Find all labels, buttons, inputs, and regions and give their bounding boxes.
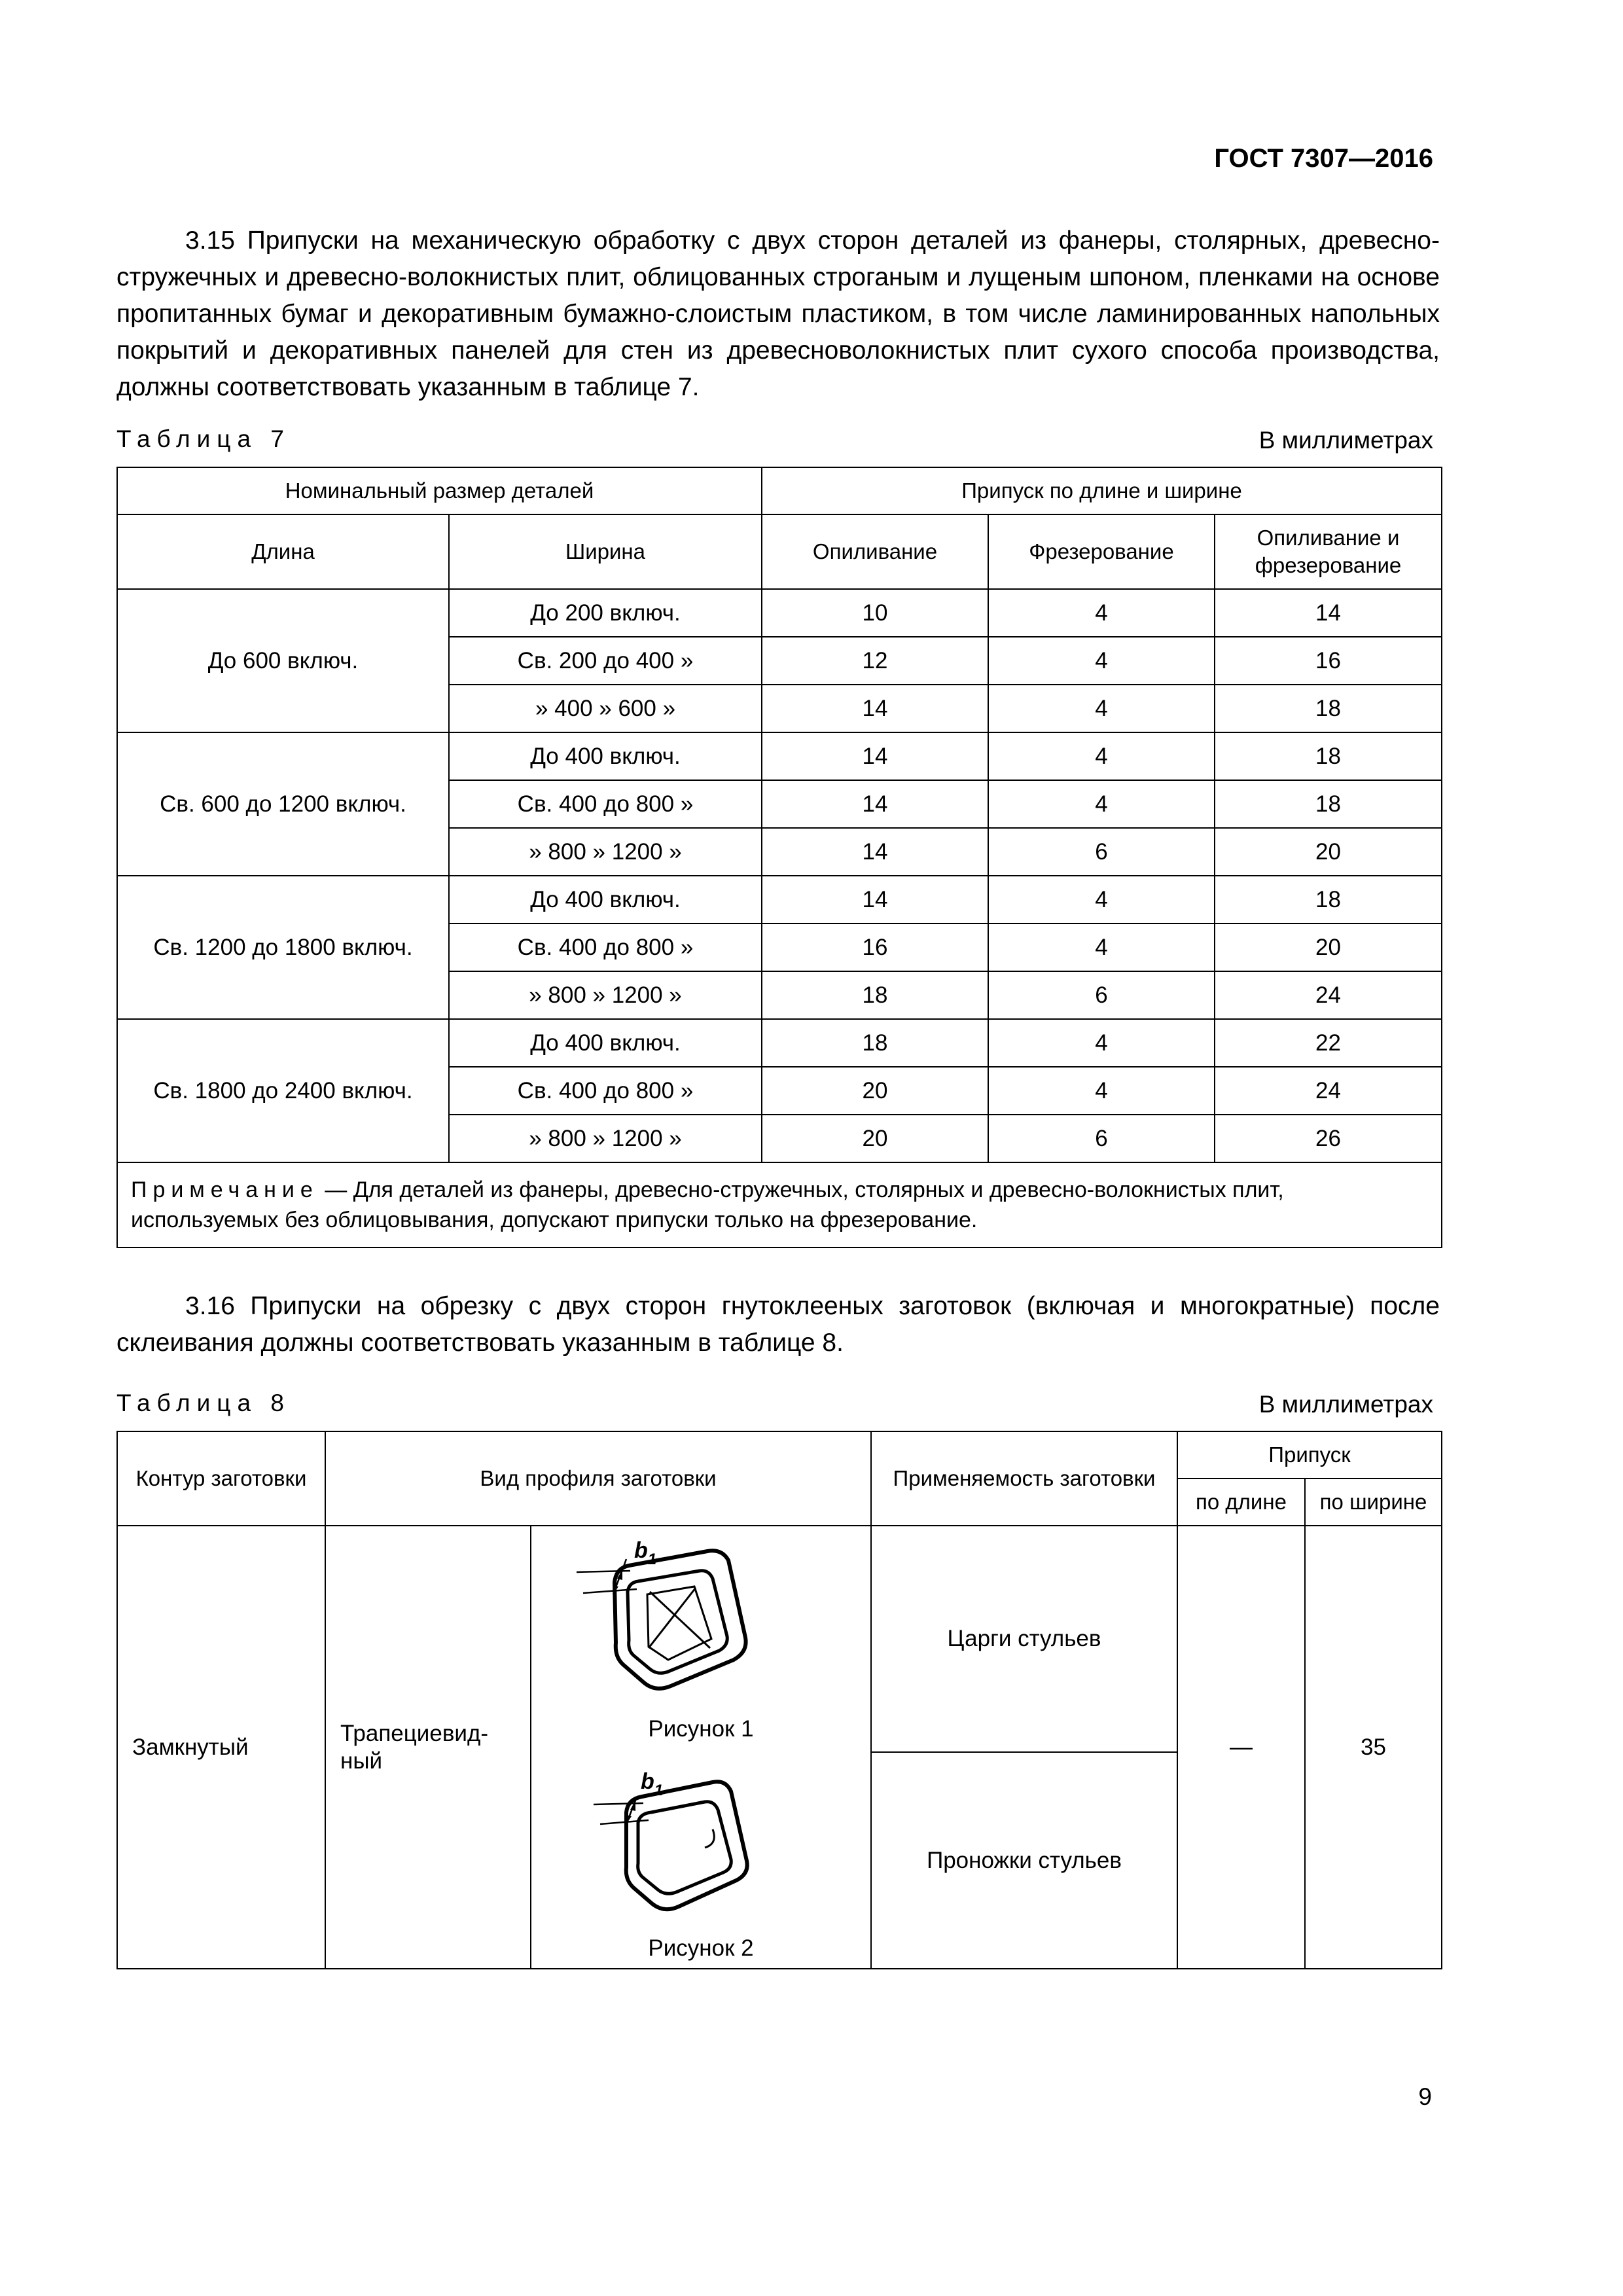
sawing-value-cell: 20 xyxy=(762,1067,988,1115)
table-row xyxy=(117,732,1442,780)
width-range-cell: До 200 включ. xyxy=(449,589,762,637)
milling-value-cell: 4 xyxy=(988,780,1215,828)
milling-value-cell: 4 xyxy=(988,637,1215,685)
header-by-length: по длине xyxy=(1177,1479,1305,1526)
note-text: — Для деталей из фанеры, древесно-стружечных, столярных и древесно-волокнистых плит, используемых без облицовывания, допускают припуски только на фрезерование. xyxy=(131,1177,1284,1232)
milling-value-cell: 6 xyxy=(988,1115,1215,1162)
milling-value-cell: 4 xyxy=(988,589,1215,637)
header-sawing: Опиливание xyxy=(762,514,988,589)
width-range-cell: До 400 включ. xyxy=(449,732,762,780)
milling-value-cell: 4 xyxy=(988,924,1215,971)
note-label: Примечание xyxy=(131,1177,319,1202)
header-sawing-milling: Опиливание и фрезерование xyxy=(1215,514,1442,589)
table7-body xyxy=(117,589,1442,1162)
trapezoid-profile-fig2 xyxy=(557,1752,845,1935)
header-contour: Контур заготовки xyxy=(117,1431,325,1526)
milling-value-cell: 4 xyxy=(988,732,1215,780)
width-range-cell: » 800 » 1200 » xyxy=(449,828,762,876)
dim-b1-label-fig1: $b_1$ xyxy=(634,1538,657,1568)
sawing-milling-value-cell: 20 xyxy=(1215,924,1442,971)
figure-1 xyxy=(531,1526,870,1752)
length-range-cell: До 600 включ. xyxy=(117,589,449,732)
paragraph-3-16: 3.16 Припуски на обрезку с двух сторон гнутоклееных заготовок (включая и многократные) после склеивания должны соответствовать указанным в таблице 8. xyxy=(116,1292,1440,1357)
sawing-value-cell: 18 xyxy=(762,971,988,1019)
dim-b1-label-fig2: $b_1$ xyxy=(641,1769,664,1799)
standard-designation: ГОСТ 7307—2016 xyxy=(1214,144,1433,173)
table-row xyxy=(117,876,1442,924)
table7-units: В миллиметрах xyxy=(1258,427,1433,454)
header-nominal-size: Номинальный размер деталей xyxy=(117,467,762,514)
applicability-chair-stretchers: Проножки стульев xyxy=(871,1752,1177,1969)
header-milling: Фрезерование xyxy=(988,514,1215,589)
trapezoid-profile-fig1 xyxy=(557,1526,845,1716)
width-range-cell: » 800 » 1200 » xyxy=(449,971,762,1019)
table8-units: В миллиметрах xyxy=(1258,1391,1433,1418)
sawing-milling-value-cell: 14 xyxy=(1215,589,1442,637)
figure-2-caption: Рисунок 2 xyxy=(648,1935,754,1961)
width-range-cell: Св. 400 до 800 » xyxy=(449,924,762,971)
sawing-value-cell: 14 xyxy=(762,780,988,828)
length-range-cell: Св. 1200 до 1800 включ. xyxy=(117,876,449,1019)
table7-note xyxy=(117,1162,1442,1247)
sawing-milling-value-cell: 16 xyxy=(1215,637,1442,685)
allowance-by-width: 35 xyxy=(1305,1526,1442,1969)
contour-cell: Замкнутый xyxy=(117,1526,325,1969)
sawing-value-cell: 20 xyxy=(762,1115,988,1162)
figure-1-caption: Рисунок 1 xyxy=(648,1716,754,1742)
header-applicability: Применяемость заготовки xyxy=(871,1431,1177,1526)
milling-value-cell: 6 xyxy=(988,828,1215,876)
length-range-cell: Св. 600 до 1200 включ. xyxy=(117,732,449,876)
width-range-cell: Св. 400 до 800 » xyxy=(449,1067,762,1115)
width-range-cell: До 400 включ. xyxy=(449,876,762,924)
page-number: 9 xyxy=(1418,2083,1432,2110)
applicability-chair-rails: Царги стульев xyxy=(871,1526,1177,1752)
allowance-by-length: — xyxy=(1177,1526,1305,1969)
milling-value-cell: 4 xyxy=(988,876,1215,924)
paragraph-3-15: 3.15 Припуски на механическую обработку с двух сторон деталей из фанеры, столярных, древесно-стружечных и древесно-волокнистых плит, облицованных строганым и лущеным шпоном, пленками на основе пропитанных бумаг и декоративным бумажно-слоистым пластиком, в том числе ламинированных напольных покрытий и декоративных панелей для стен из древесноволокнистых плит сухого способа производства, должны соответствовать указанным в таблице 7. xyxy=(116,226,1440,401)
sawing-milling-value-cell: 18 xyxy=(1215,732,1442,780)
sawing-value-cell: 16 xyxy=(762,924,988,971)
profile-figures xyxy=(531,1526,871,1969)
header-allowance: Припуск по длине и ширине xyxy=(762,467,1442,514)
table7-caption: Таблица 7 xyxy=(116,425,291,452)
sawing-milling-value-cell: 18 xyxy=(1215,876,1442,924)
figure-2 xyxy=(531,1752,870,1968)
sawing-milling-value-cell: 24 xyxy=(1215,1067,1442,1115)
sawing-milling-value-cell: 18 xyxy=(1215,780,1442,828)
width-range-cell: » 400 » 600 » xyxy=(449,685,762,732)
sawing-value-cell: 14 xyxy=(762,828,988,876)
sawing-milling-value-cell: 18 xyxy=(1215,685,1442,732)
width-range-cell: » 800 » 1200 » xyxy=(449,1115,762,1162)
header-by-width: по ширине xyxy=(1305,1479,1442,1526)
table-7 xyxy=(116,467,1442,1248)
sawing-value-cell: 14 xyxy=(762,732,988,780)
milling-value-cell: 6 xyxy=(988,971,1215,1019)
table-row xyxy=(117,1019,1442,1067)
length-range-cell: Св. 1800 до 2400 включ. xyxy=(117,1019,449,1162)
sawing-value-cell: 18 xyxy=(762,1019,988,1067)
width-range-cell: До 400 включ. xyxy=(449,1019,762,1067)
milling-value-cell: 4 xyxy=(988,1019,1215,1067)
sawing-milling-value-cell: 26 xyxy=(1215,1115,1442,1162)
sawing-milling-value-cell: 20 xyxy=(1215,828,1442,876)
table8-caption: Таблица 8 xyxy=(116,1390,291,1416)
width-range-cell: Св. 200 до 400 » xyxy=(449,637,762,685)
sawing-value-cell: 14 xyxy=(762,876,988,924)
sawing-milling-value-cell: 24 xyxy=(1215,971,1442,1019)
header-profile: Вид профиля заготовки xyxy=(325,1431,871,1526)
milling-value-cell: 4 xyxy=(988,685,1215,732)
profile-cell: Трапециевид-ный xyxy=(325,1526,531,1969)
sawing-value-cell: 10 xyxy=(762,589,988,637)
table-8 xyxy=(116,1431,1442,1969)
milling-value-cell: 4 xyxy=(988,1067,1215,1115)
sawing-milling-value-cell: 22 xyxy=(1215,1019,1442,1067)
header-allowance: Припуск xyxy=(1177,1431,1442,1479)
header-length: Длина xyxy=(117,514,449,589)
width-range-cell: Св. 400 до 800 » xyxy=(449,780,762,828)
table-row xyxy=(117,589,1442,637)
header-width: Ширина xyxy=(449,514,762,589)
sawing-value-cell: 14 xyxy=(762,685,988,732)
sawing-value-cell: 12 xyxy=(762,637,988,685)
